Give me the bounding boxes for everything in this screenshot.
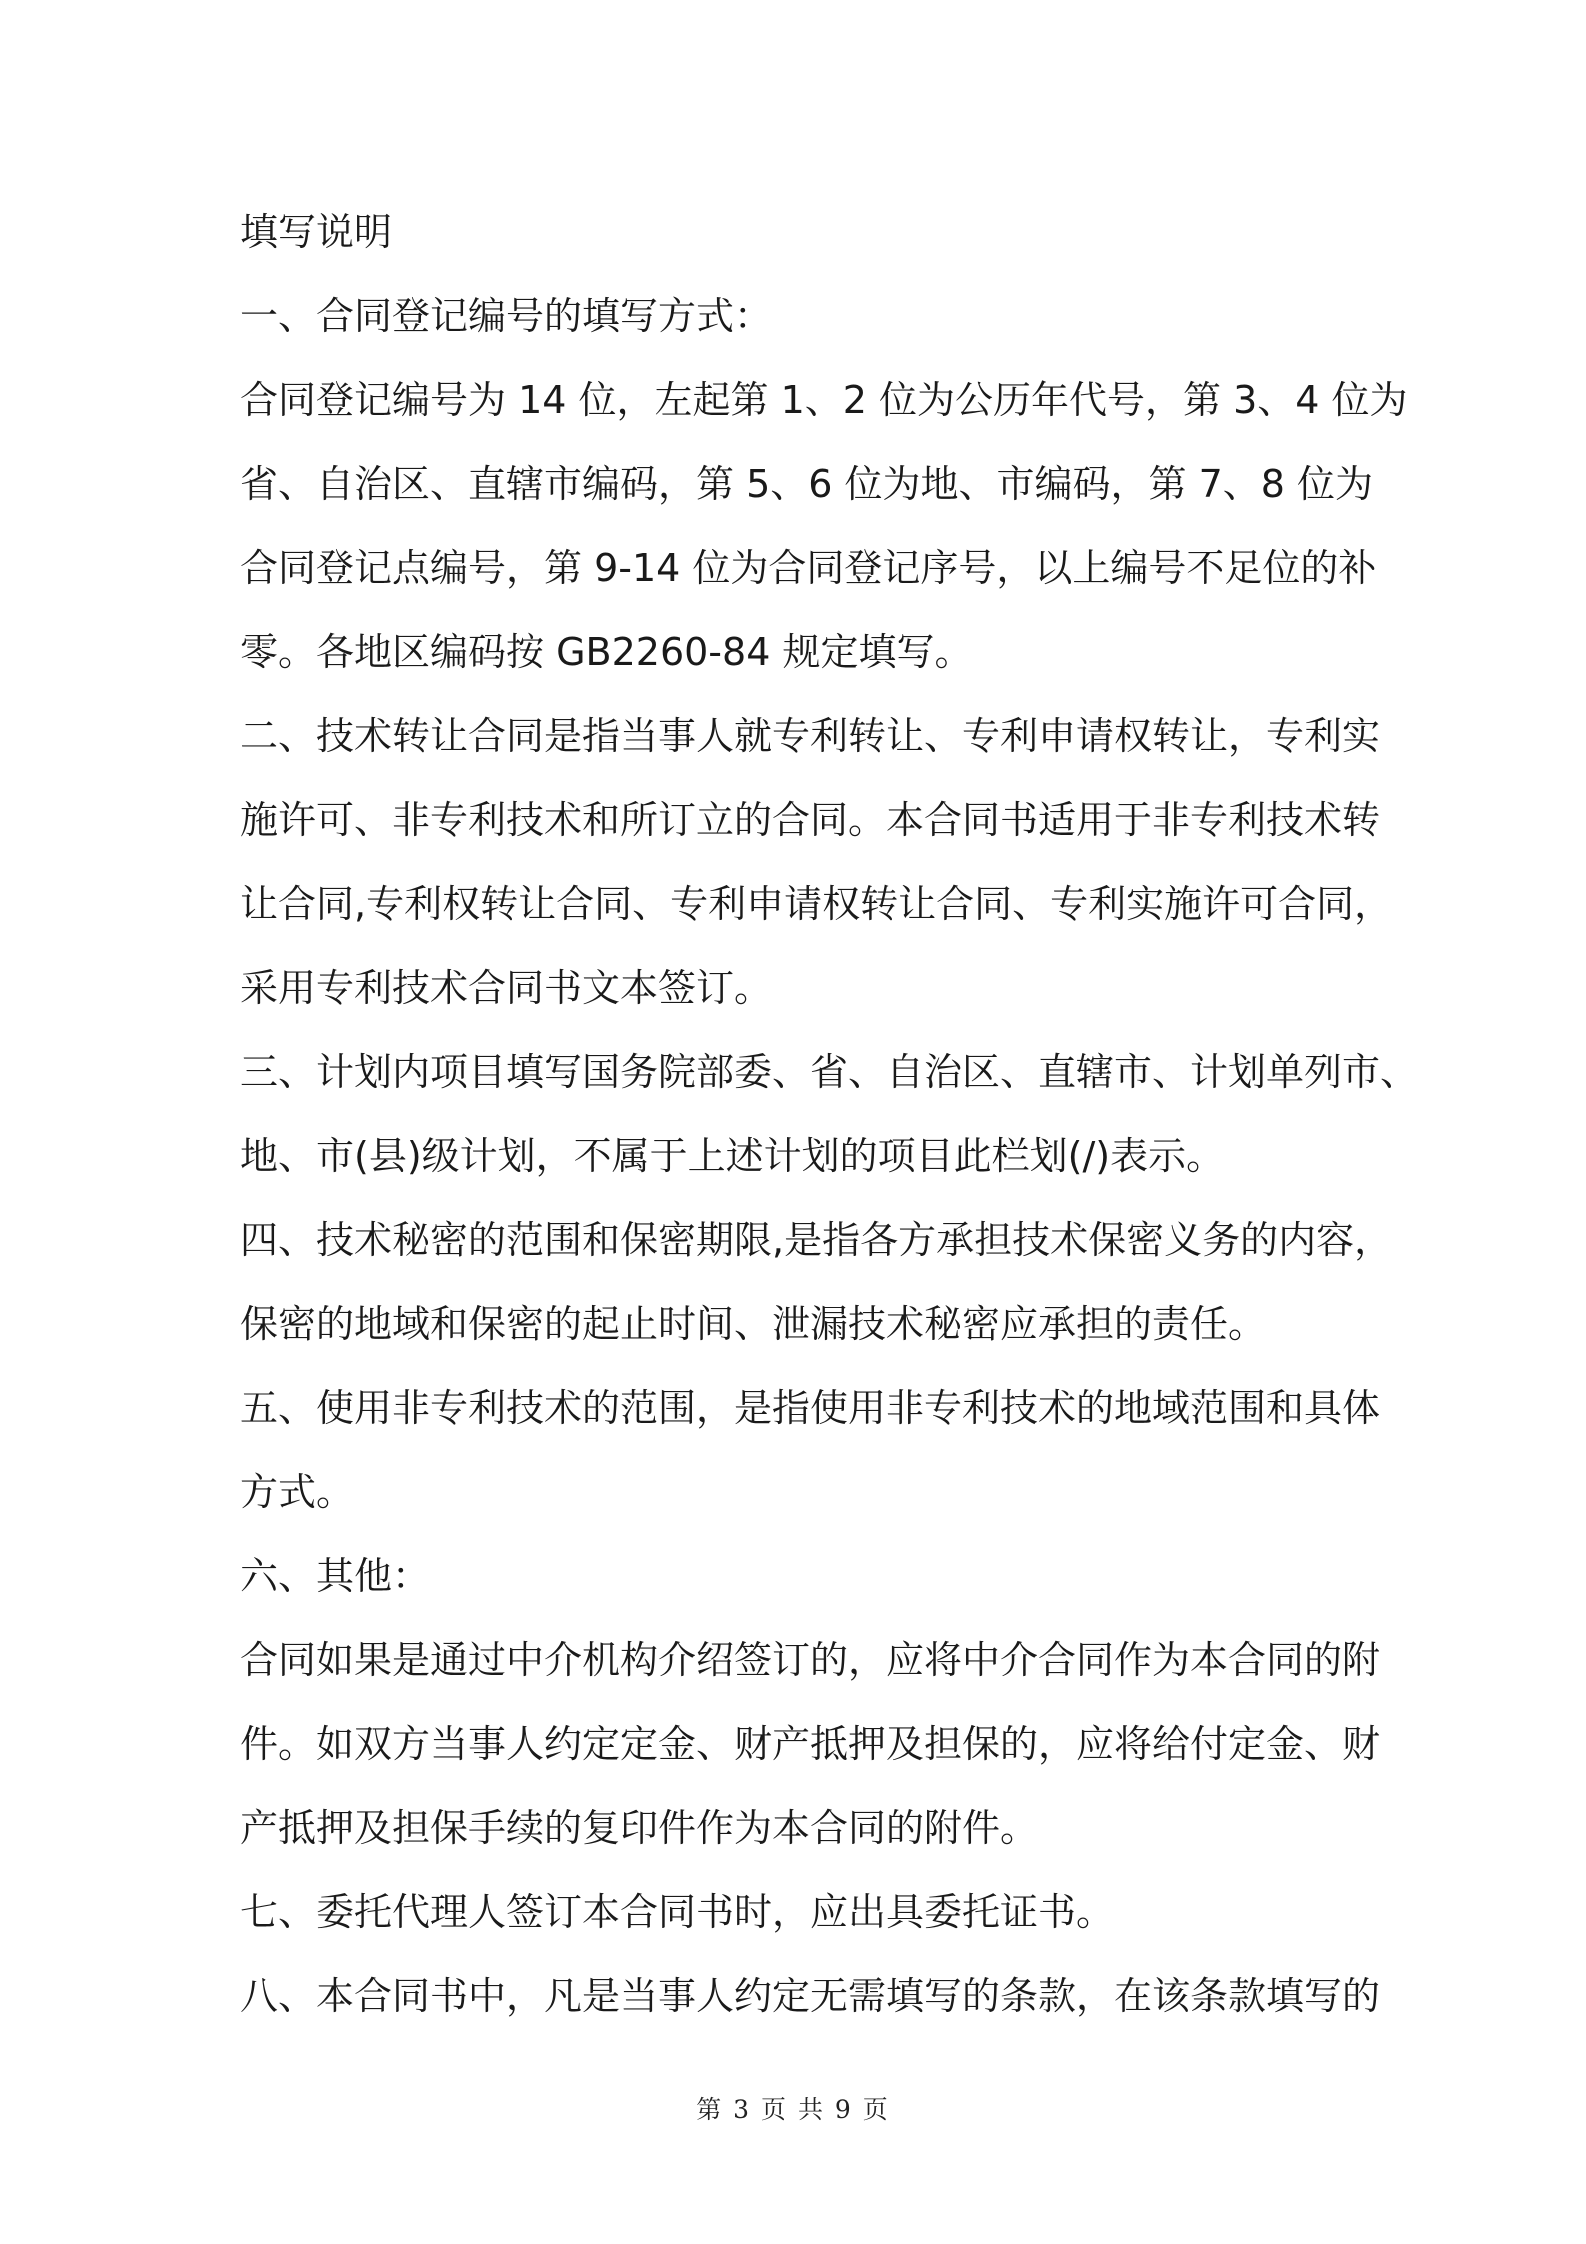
paragraph-line: 省、自治区、直辖市编码，第 5、6 位为地、市编码，第 7、8 位为 bbox=[240, 462, 1374, 506]
item-4-line: 保密的地域和保密的起止时间、泄漏技术秘密应承担的责任。 bbox=[240, 1302, 1267, 1346]
item-2-line: 二、技术转让合同是指当事人就专利转让、专利申请权转让，专利实 bbox=[240, 714, 1381, 758]
item-6-line: 合同如果是通过中介机构介绍签订的，应将中介合同作为本合同的附 bbox=[240, 1638, 1381, 1682]
item-8-line: 八、本合同书中，凡是当事人约定无需填写的条款，在该条款填写的 bbox=[240, 1974, 1381, 2018]
item-5-line: 方式。 bbox=[240, 1470, 355, 1514]
item-6-line: 产抵押及担保手续的复印件作为本合同的附件。 bbox=[240, 1806, 1039, 1850]
item-2-line: 让合同,专利权转让合同、专利申请权转让合同、专利实施许可合同， bbox=[240, 882, 1393, 926]
paragraph-line: 合同登记编号为 14 位，左起第 1、2 位为公历年代号，第 3、4 位为 bbox=[240, 378, 1408, 422]
item-4-line: 四、技术秘密的范围和保密期限,是指各方承担技术保密义务的内容， bbox=[240, 1218, 1393, 1262]
section-title: 填写说明 bbox=[240, 210, 393, 254]
item-5-line: 五、使用非专利技术的范围，是指使用非专利技术的地域范围和具体 bbox=[240, 1386, 1381, 1430]
item-3-line: 地、市(县)级计划，不属于上述计划的项目此栏划(/)表示。 bbox=[240, 1134, 1225, 1178]
paragraph-line: 零。各地区编码按 GB2260-84 规定填写。 bbox=[240, 630, 973, 674]
item-2-line: 施许可、非专利技术和所订立的合同。本合同书适用于非专利技术转 bbox=[240, 798, 1381, 842]
page-number-footer: 第 3 页 共 9 页 bbox=[696, 2095, 890, 2124]
item-6-line: 件。如双方当事人约定定金、财产抵押及担保的，应将给付定金、财 bbox=[240, 1722, 1381, 1766]
paragraph-line: 合同登记点编号，第 9-14 位为合同登记序号，以上编号不足位的补 bbox=[240, 546, 1377, 590]
item-1-heading: 一、合同登记编号的填写方式： bbox=[240, 294, 773, 338]
document-body bbox=[240, 190, 1419, 2038]
item-3-line: 三、计划内项目填写国务院部委、省、自治区、直辖市、计划单列市、 bbox=[240, 1050, 1419, 1094]
item-2-line: 采用专利技术合同书文本签订。 bbox=[240, 966, 773, 1010]
item-6-heading: 六、其他： bbox=[240, 1554, 431, 1598]
item-7-line: 七、委托代理人签订本合同书时，应出具委托证书。 bbox=[240, 1890, 1115, 1934]
